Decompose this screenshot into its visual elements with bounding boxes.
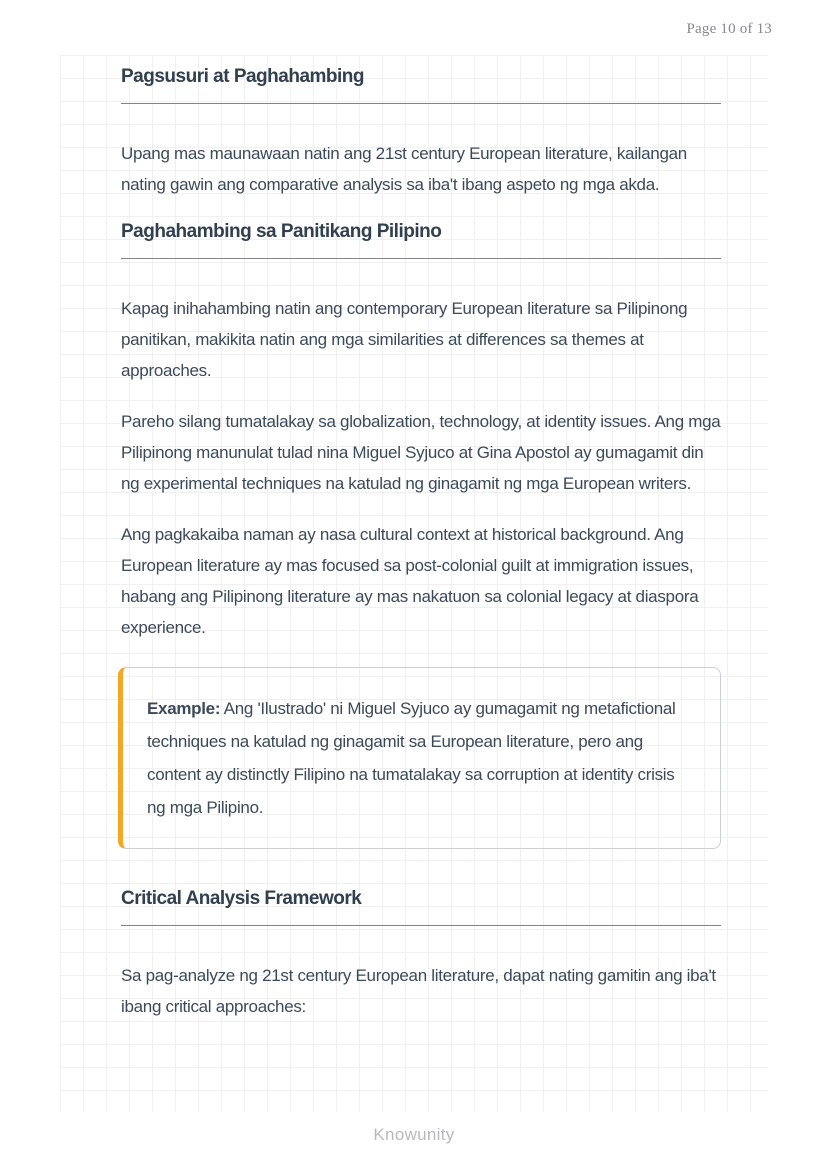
example-box — [118, 667, 721, 849]
paragraph: Kapag inihahambing natin ang contemporary European literature sa Pilipinong panitikan, makikita natin ang mga similarities at differences sa themes at approaches. — [121, 299, 688, 380]
heading-rule — [121, 925, 721, 926]
paragraph: Upang mas maunawaan natin ang 21st century European literature, kailangan nating gawin ang comparative analysis sa iba't ibang aspeto ng mga akda. — [121, 144, 687, 194]
footer-brand: Knowunity — [373, 1125, 455, 1144]
example-label: Example: — [147, 699, 221, 718]
page-number: Page 10 of 13 — [686, 21, 772, 37]
page-content — [60, 65, 768, 1022]
section-heading-paghahambing: Paghahambing sa Panitikang Pilipino — [121, 221, 442, 242]
notebook-sheet — [60, 55, 768, 1112]
heading-rule — [121, 258, 721, 259]
heading-rule — [121, 103, 721, 104]
paragraph: Sa pag-analyze ng 21st century European literature, dapat nating gamitin ang iba't ibang critical approaches: — [121, 966, 716, 1016]
paragraph: Ang pagkakaiba naman ay nasa cultural context at historical background. Ang European literature ay mas focused sa post-colonial guilt at immigration issues, habang ang Pilipinong literature ay mas nakatuon sa colonial legacy at diaspora experience. — [121, 525, 699, 637]
paragraph: Pareho silang tumatalakay sa globalization, technology, at identity issues. Ang mga Pilipinong manunulat tulad nina Miguel Syjuco at Gina Apostol ay gumagamit din ng experimental techniques na katulad ng ginagamit ng mga European writers. — [121, 412, 721, 493]
example-text: Ang 'Ilustrado' ni Miguel Syjuco ay gumagamit ng metafictional techniques na katulad ng ginagamit sa European literature, pero ang content ay distinctly Filipino na tumatalakay sa corruption at identity crisis ng mga Pilipino. — [147, 699, 676, 817]
section-heading-pagsusuri: Pagsusuri at Paghahambing — [121, 66, 364, 87]
section-heading-critical-analysis: Critical Analysis Framework — [121, 888, 362, 909]
